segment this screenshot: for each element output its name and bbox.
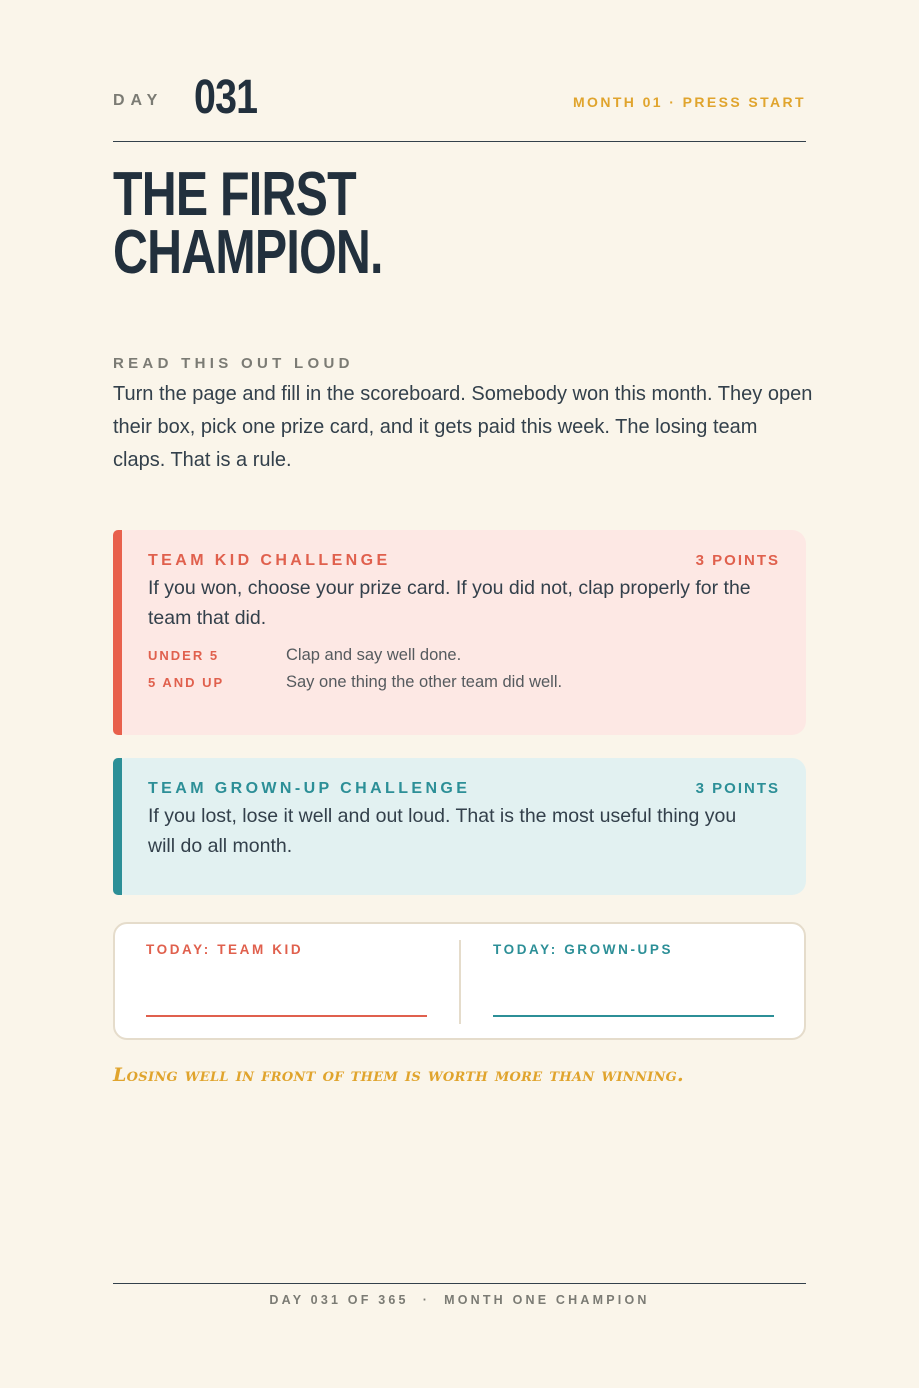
grown-up-challenge-text: If you lost, lose it well and out loud. That is the most useful thing you will do all month. — [148, 805, 737, 857]
age-value: Clap and say well done. — [286, 646, 462, 664]
age-guidance — [148, 646, 780, 700]
scoreboard-kid — [146, 942, 427, 957]
scoreboard-divider — [459, 940, 461, 1024]
read-aloud-text: Turn the page and fill in the scoreboard. Somebody won this month. They open their box, pick one prize card, and it gets paid this week. The losing team claps. That is a rule. — [113, 383, 813, 471]
day-number: 031 — [194, 71, 258, 124]
scoreboard — [113, 922, 806, 1040]
footer-month-name: MONTH ONE CHAMPION — [444, 1293, 650, 1307]
kid-challenge-points: 3 POINTS — [695, 552, 780, 569]
page-title — [113, 160, 383, 287]
day-label: DAY — [113, 92, 164, 109]
kid-challenge-card — [113, 530, 806, 735]
title-line-2: CHAMPION. — [113, 218, 383, 287]
grown-up-challenge-points: 3 POINTS — [695, 780, 780, 797]
age-row — [148, 673, 780, 700]
footer-divider — [113, 1283, 806, 1284]
month-tag: MONTH 01 · PRESS START — [572, 94, 806, 110]
scoreboard-kid-write-line[interactable] — [146, 1015, 427, 1017]
journal-page — [113, 0, 813, 1388]
scoreboard-kid-label: TODAY: TEAM KID — [146, 942, 304, 957]
scoreboard-grown-ups-write-line[interactable] — [493, 1015, 774, 1017]
footer-day-count: DAY 031 OF 365 — [269, 1293, 409, 1307]
title-line-1: THE FIRST — [113, 160, 356, 229]
grown-up-challenge-title: TEAM GROWN-UP CHALLENGE — [148, 780, 471, 797]
motto: Losing well in front of them is worth more than winning. — [113, 1064, 684, 1086]
scoreboard-grown-ups — [493, 942, 774, 957]
read-aloud-label: READ THIS OUT LOUD — [113, 355, 354, 372]
age-key: UNDER 5 — [148, 648, 220, 663]
age-key: 5 AND UP — [148, 675, 225, 690]
scoreboard-grown-ups-label: TODAY: GROWN-UPS — [493, 942, 674, 957]
kid-challenge-title: TEAM KID CHALLENGE — [148, 552, 391, 569]
grown-up-challenge-header — [148, 780, 780, 798]
age-row — [148, 646, 780, 673]
header-divider — [113, 141, 806, 142]
footer — [113, 1293, 806, 1307]
footer-separator: · — [422, 1293, 431, 1307]
age-value: Say one thing the other team did well. — [286, 673, 563, 691]
kid-challenge-header — [148, 552, 780, 570]
kid-challenge-text: If you won, choose your prize card. If you did not, clap properly for the team that did. — [148, 577, 751, 629]
grown-up-challenge-card — [113, 758, 806, 895]
